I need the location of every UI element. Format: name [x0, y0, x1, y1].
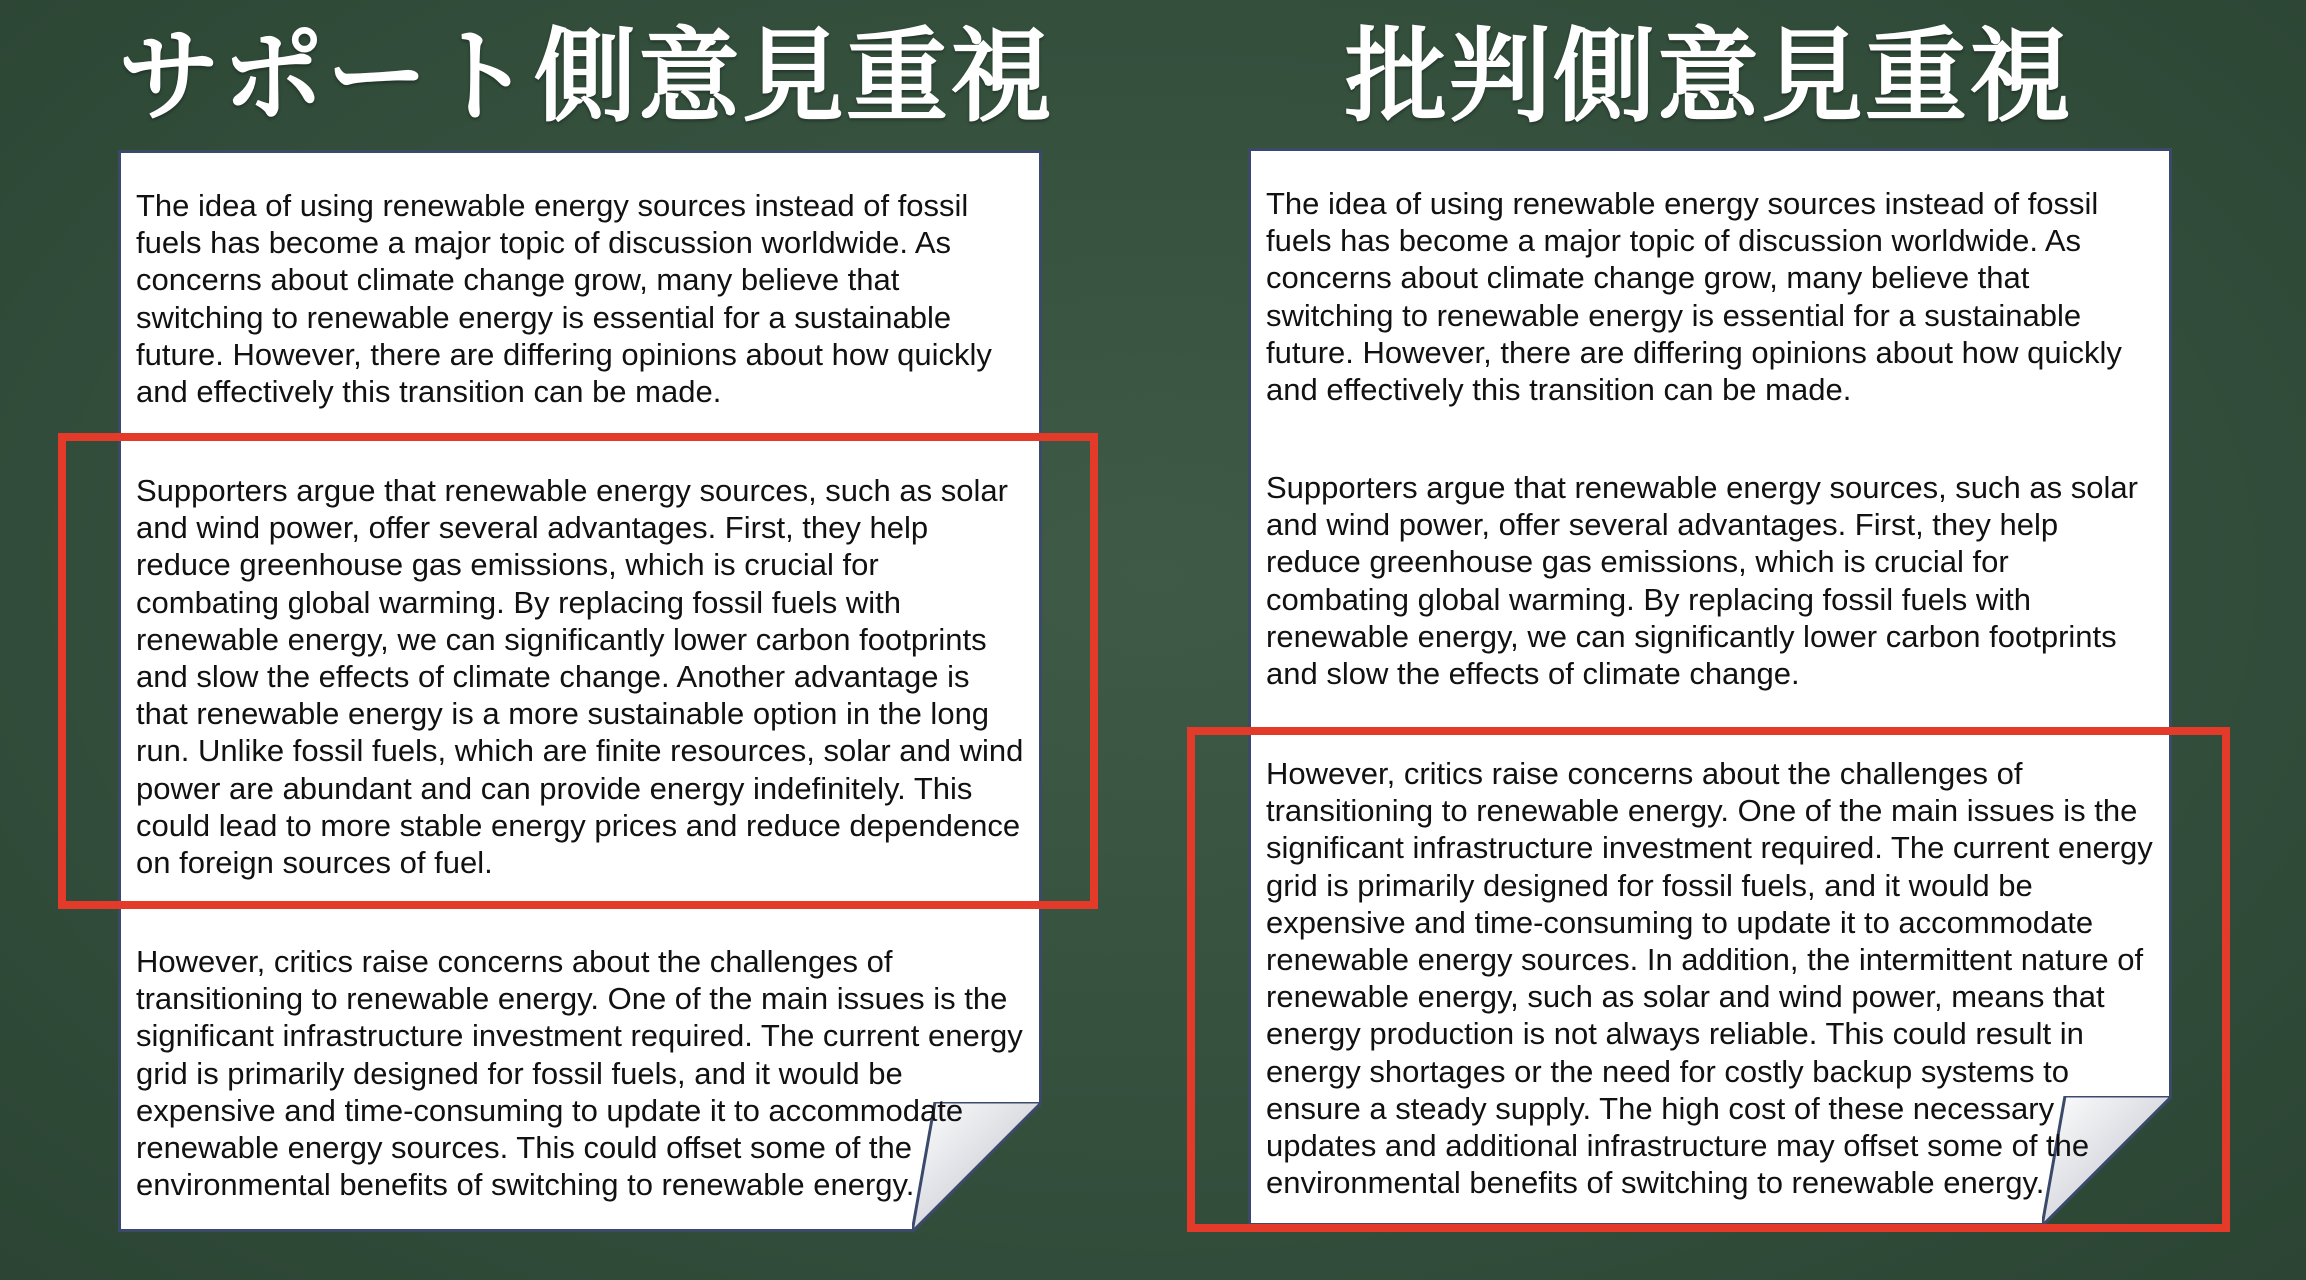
- right-supporters-paragraph: Supporters argue that renewable energy sources, such as solar and wind power, offer several advantages. First, they help reduce greenhouse gas emissions, which is crucial for combating global warming. By replacing fossil fuels with renewable energy, we can significantly lower carbon footprints and slow the effects of climate change.: [1266, 470, 2138, 692]
- highlight-box-supporters: [58, 433, 1098, 909]
- left-critics-paragraph: However, critics raise concerns about the challenges of transitioning to renewable energy. One of the main issues is the significant infrastructure investment required. The current energy grid is primarily designed for fossil fuels, and it would be expensive and time-consuming to update it to accommodate renewable energy sources. This could offset some of the environmental benefits of switching to renewable energy.: [136, 944, 1023, 1203]
- left-intro-paragraph: The idea of using renewable energy sources instead of fossil fuels has become a major topic of discussion worldwide. As concerns about climate change grow, many believe that switching to renewable energy is essential for a sustainable future. However, there are differing opinions about how quickly and effectively this transition can be made.: [136, 188, 992, 410]
- right-critics-paragraph: However, critics raise concerns about the challenges of transitioning to renewable energy. One of the main issues is the significant infrastructure investment required. The current energy grid is primarily designed for fossil fuels, and it would be expensive and time-consuming to update it to accommodate renewable energy sources. In addition, the intermittent nature of renewable energy, such as solar and wind power, means that energy production is not always reliable. This could result in energy shortages or the need for costly backup systems to ensure a steady supply. The high cost of these necessary updates and additional infrastructure may offset some of the environmental benefits of switching to renewable energy.: [1266, 756, 2153, 1201]
- heading-support-side: サポート側意見重視: [118, 18, 1054, 137]
- right-intro-paragraph: The idea of using renewable energy sources instead of fossil fuels has become a major topic of discussion worldwide. As concerns about climate change grow, many believe that switching to renewable energy is essential for a sustainable future. However, there are differing opinions about how quickly and effectively this transition can be made.: [1266, 186, 2122, 408]
- left-supporters-paragraph: Supporters argue that renewable energy sources, such as solar and wind power, offer several advantages. First, they help reduce greenhouse gas emissions, which is crucial for combating global warming. By replacing fossil fuels with renewable energy, we can significantly lower carbon footprints and slow the effects of climate change. Another advantage is that renewable energy is a more sustainable option in the long run. Unlike fossil fuels, which are finite resources, solar and wind power are abundant and can provide energy indefinitely. This could lead to more stable energy prices and reduce dependence on foreign sources of fuel.: [136, 473, 1024, 881]
- heading-critic-side: 批判側意見重視: [1345, 18, 2073, 137]
- highlight-box-critics: [1187, 727, 2230, 1232]
